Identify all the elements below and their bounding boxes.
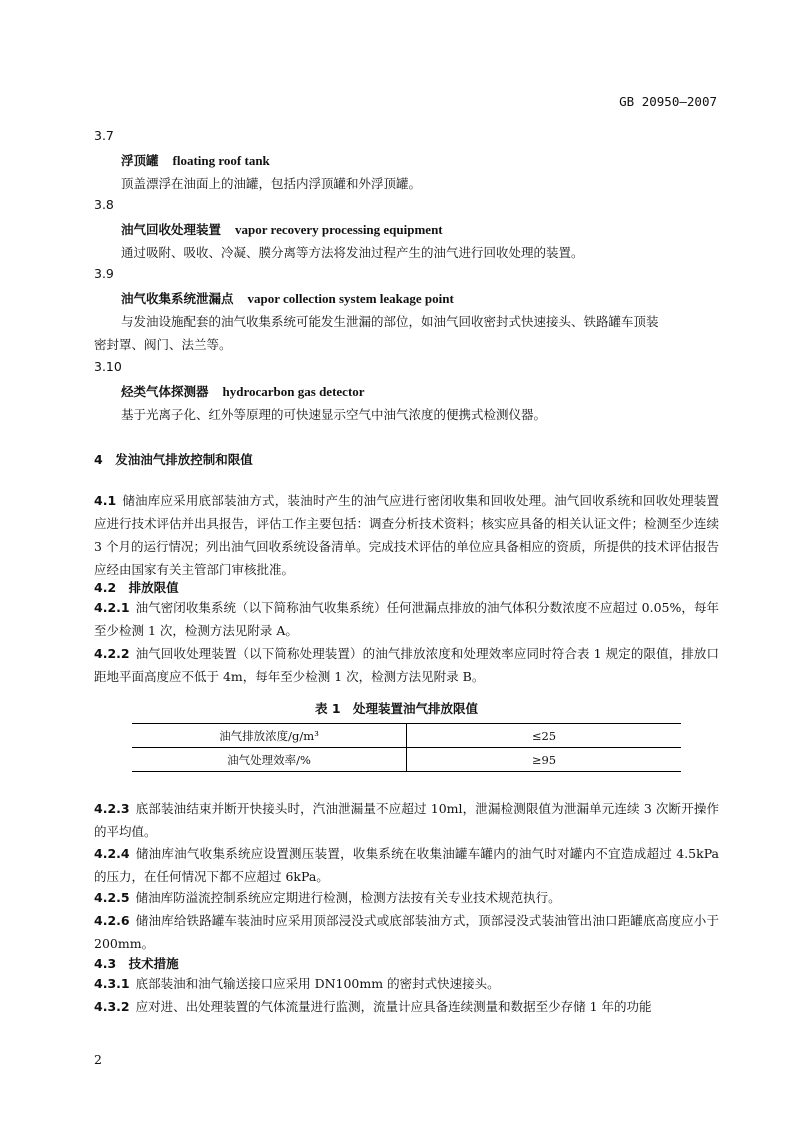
section-title: 4 发油油气排放控制和限值 [94, 452, 253, 467]
clause-number: 4.3.2 [94, 999, 130, 1014]
clause-number: 4.2.5 [94, 890, 130, 905]
term-en: vapor recovery processing equipment [235, 222, 443, 237]
clause-number: 4.2.4 [94, 846, 130, 861]
clause-number: 4.2.6 [94, 913, 130, 928]
term-en: vapor collection system leakage point [247, 291, 454, 306]
clause-number: 4.3.1 [94, 976, 130, 991]
clause-4-2-4 [94, 842, 719, 888]
clause-text: 油气密闭收集系统（以下简称油气收集系统）任何泄漏点排放的油气体积分数浓度不应超过 0.05%，每年至少检测 1 次，检测方法见附录 A。 [94, 600, 719, 638]
table-cell-value: ≤25 [407, 724, 682, 748]
definition-term [121, 220, 443, 238]
clause-text: 底部装油结束并断开快接头时，汽油泄漏量不应超过 10ml，泄漏检测限值为泄漏单元连续 3 次断开操作的平均值。 [94, 801, 719, 839]
table-row [132, 748, 681, 772]
clause-text: 底部装油和油气输送接口应采用 DN100mm 的密封式快速接头。 [135, 976, 500, 991]
definition-term [121, 289, 454, 307]
clause-4-2-6 [94, 909, 719, 955]
table-cell-label: 油气排放浓度/g/m³ [132, 724, 407, 748]
term-en: floating roof tank [172, 153, 270, 168]
subsection-title: 4.3 技术措施 [94, 956, 179, 971]
clause-4-3-2 [94, 995, 719, 1018]
clause-4-2-1 [94, 596, 719, 642]
term-cn: 烃类气体探测器 [121, 384, 209, 399]
clause-4-2-2 [94, 642, 719, 688]
table-cell-value: ≥95 [407, 748, 682, 772]
clause-4-2-5 [94, 886, 719, 909]
clause-text: 应对进、出处理装置的气体流量进行监测，流量计应具备连续测量和数据至少存储 1 年的功能 [135, 999, 652, 1014]
clause-number: 4.2.3 [94, 801, 130, 816]
subsection-title: 4.2 排放限值 [94, 580, 179, 595]
clause-number: 4.2.2 [94, 646, 130, 661]
clause-text: 储油库防溢流控制系统应定期进行检测，检测方法按有关专业技术规范执行。 [135, 890, 561, 905]
clause-4-1 [94, 489, 719, 581]
definition-text: 与发油设施配套的油气收集系统可能发生泄漏的部位，如油气回收密封式快速接头、铁路罐车顶装 [121, 314, 659, 329]
definition-text: 通过吸附、吸收、冷凝、膜分离等方法将发油过程产生的油气进行回收处理的装置。 [121, 245, 584, 260]
clause-number: 4.2.1 [94, 600, 130, 615]
term-cn: 油气回收处理装置 [121, 222, 222, 237]
definition-text: 顶盖漂浮在油面上的油罐，包括内浮顶罐和外浮顶罐。 [121, 176, 422, 191]
table-caption: 表 1 处理装置油气排放限值 [314, 701, 479, 716]
definition-number: 3.10 [94, 359, 122, 374]
definition-number: 3.8 [94, 197, 114, 212]
clause-text: 储油库应采用底部装油方式，装油时产生的油气应进行密闭收集和回收处理。油气回收系统和回收处理装置应进行技术评估并出具报告，评估工作主要包括：调查分析技术资料；核实应具备的相关认证文件；检测至少连续 3 个月的运行情况；列出油气回收系统设备清单。完成技术评估的单位应具备相应的资质，所提供的技术评估报告应经由国家有关主管部门审核批准。 [94, 493, 720, 577]
term-cn: 油气收集系统泄漏点 [121, 291, 234, 306]
page-number: 2 [94, 1052, 102, 1067]
definition-number: 3.7 [94, 128, 114, 143]
limits-table [132, 723, 681, 772]
clause-4-3-1 [94, 972, 719, 995]
definition-text-continued: 密封罩、阀门、法兰等。 [94, 337, 232, 352]
definition-number: 3.9 [94, 266, 114, 281]
clause-text: 储油库给铁路罐车装油时应采用顶部浸没式或底部装油方式，顶部浸没式装油管出油口距罐底高度应小于 200mm。 [94, 913, 719, 951]
clause-4-2-3 [94, 797, 719, 843]
definition-text: 基于光离子化、红外等原理的可快速显示空气中油气浓度的便携式检测仪器。 [121, 407, 547, 422]
clause-number: 4.1 [94, 493, 117, 508]
definition-term [121, 382, 365, 400]
clause-text: 储油库油气收集系统应设置测压装置，收集系统在收集油罐车罐内的油气时对罐内不宜造成超过 4.5kPa 的压力，在任何情况下都不应超过 6kPa。 [94, 846, 719, 884]
standard-code: GB 20950—2007 [619, 94, 717, 109]
definition-term [121, 151, 270, 169]
term-cn: 浮顶罐 [121, 153, 159, 168]
clause-text: 油气回收处理装置（以下简称处理装置）的油气排放浓度和处理效率应同时符合表 1 规定的限值，排放口距地平面高度应不低于 4m，每年至少检测 1 次，检测方法见附录 B。 [94, 646, 719, 684]
table-row [132, 724, 681, 748]
table-cell-label: 油气处理效率/% [132, 748, 407, 772]
term-en: hydrocarbon gas detector [222, 384, 365, 399]
